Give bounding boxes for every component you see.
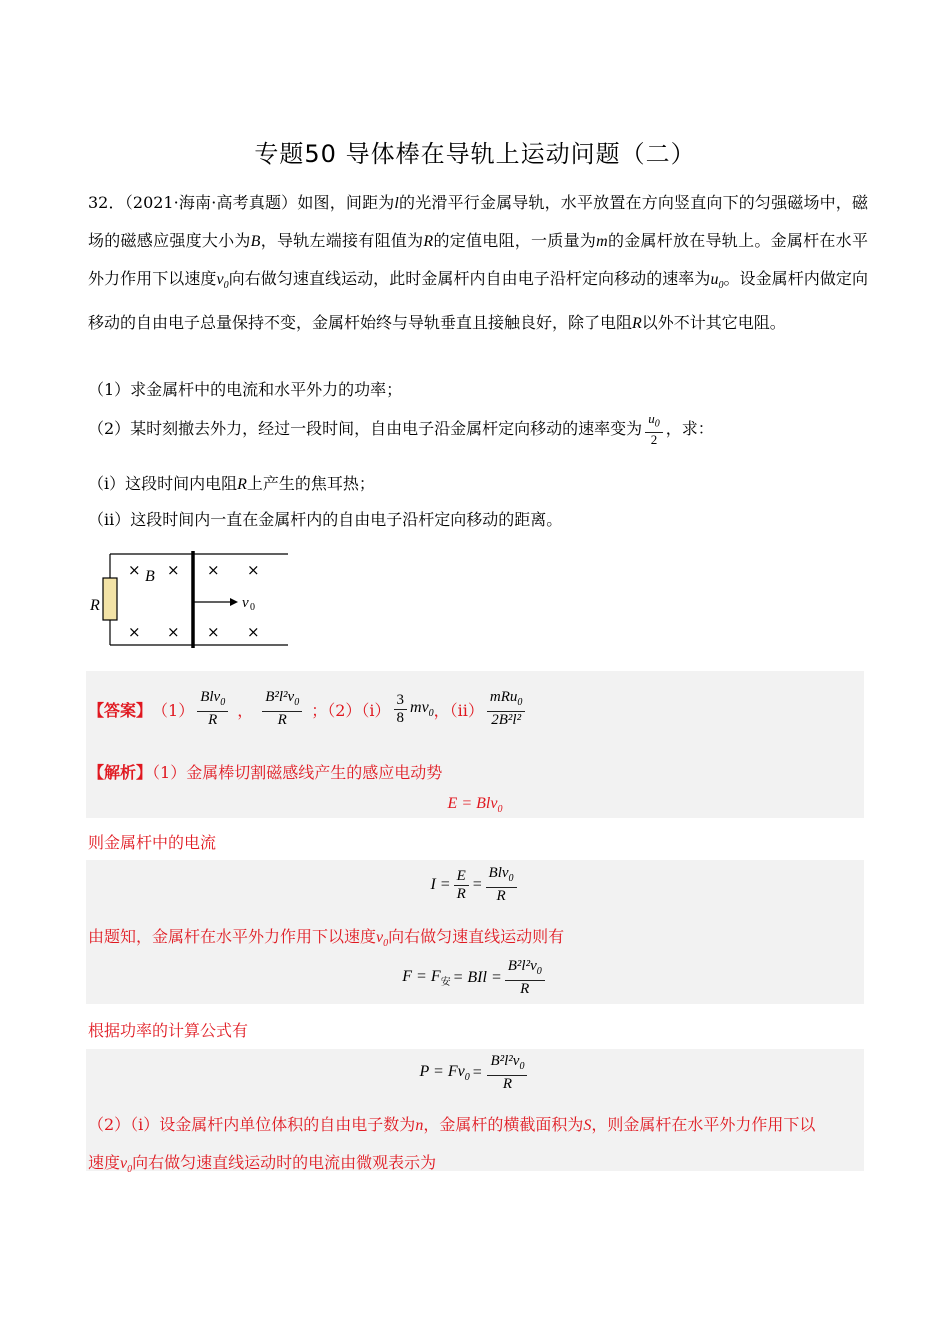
sub-question-i: （i）这段时间内电阻R上产生的焦耳热；	[88, 474, 375, 493]
solution-current-text: 则金属杆中的电流	[88, 833, 217, 852]
question-text: ，导轨左端接有阻值为	[260, 231, 424, 250]
symbol-m: m	[596, 233, 608, 250]
solution-line-1: 【解析】（1）金属棒切割磁感线产生的感应电动势	[88, 763, 443, 782]
equation-power: $P = Fv_0$ = $\frac{B^2l^2v_0}{R}$	[86, 1050, 864, 1096]
solution-part2-line2: 速度$v_0$向右做匀速直线运动时的电流由微观表示为	[88, 1153, 437, 1176]
label-v: v	[242, 595, 249, 611]
question-text: 32．（2021·海南·高考真题）如图，间距为	[88, 193, 395, 212]
cross-mark: ×	[247, 623, 260, 641]
sub-question-2: （2）某时刻撤去外力，经过一段时间，自由电子沿金属杆定向移动的速率变为 $\frac{u_0}{2}$ ，求：	[88, 411, 714, 447]
circuit-figure	[88, 548, 293, 652]
solution-power-text: 根据功率的计算公式有	[88, 1021, 249, 1040]
symbol-R: R	[632, 315, 642, 333]
cross-mark: ×	[128, 561, 141, 579]
symbol-R: R	[423, 233, 434, 250]
equation-force: $F = F_安$ = BIl = $\frac{B^2l^2v_0}{R}$	[86, 955, 864, 1001]
question-text: 向右做匀速直线运动，此时金属杆内自由电子沿杆定向移动的速率为	[228, 269, 711, 288]
symbol-l: l	[394, 195, 399, 212]
solution-force-text: 由题知，金属杆在水平外力作用下以速度$v_0$向右做匀速直线运动则有	[88, 927, 565, 950]
question-text: 的金属杆放在导轨上。金属杆在水平外力作用下以速度	[88, 231, 868, 288]
equation-current: I = $\frac{E}{R}$ = $\frac{Blv_0}{R}$	[86, 862, 864, 908]
question-stem	[88, 184, 868, 342]
question-text: 。设金属杆内做定向移动的自由电子总量保持不变，金属杆始终与导轨垂直且接触良好，除了电阻	[88, 269, 868, 333]
page-title: 专题50 导体棒在导轨上运动问题（二）	[254, 140, 696, 168]
sub-question-ii: （ii）这段时间内一直在金属杆内的自由电子沿杆定向移动的距离。	[88, 510, 563, 529]
sub-question-1: （1）求金属杆中的电流和水平外力的功率；	[88, 380, 403, 399]
question-text: 的光滑平行金属导轨，水平放置在方向竖直向下的匀强磁场中，磁场的磁感应强度大小为	[88, 193, 868, 250]
label-v-sub: 0	[250, 602, 255, 613]
label-B: B	[145, 568, 155, 585]
resistor	[103, 578, 117, 620]
cross-mark: ×	[247, 561, 260, 579]
equation-emf: E = Blv$_0$	[447, 795, 503, 816]
cross-mark: ×	[207, 561, 220, 579]
cross-mark: ×	[128, 623, 141, 641]
question-text: 以外不计其它电阻。	[641, 313, 786, 333]
symbol-u0: $u_0$	[710, 271, 724, 292]
question-text: 的定值电阻，一质量为	[433, 231, 597, 250]
symbol-v0: $v_0$	[216, 271, 229, 292]
cross-mark: ×	[167, 561, 180, 579]
answer-line: 【答案】 （1） $\frac{Blv_0}{R}$ ， $\frac{B^2l^2v_0}{R}$ ；（2）（i） $\frac{3}{8}$ $mv_0$ ，（ii） $\frac{mRu_0}{\text{2B²l²}}$	[88, 678, 528, 740]
cross-mark: ×	[167, 623, 180, 641]
label-R: R	[90, 597, 100, 614]
solution-part2-line1: （2）（i）设金属杆内单位体积的自由电子数为n，金属杆的横截面积为S，则金属杆在水平外力作用下以	[88, 1115, 816, 1134]
symbol-B: B	[250, 233, 261, 250]
cross-mark: ×	[207, 623, 220, 641]
